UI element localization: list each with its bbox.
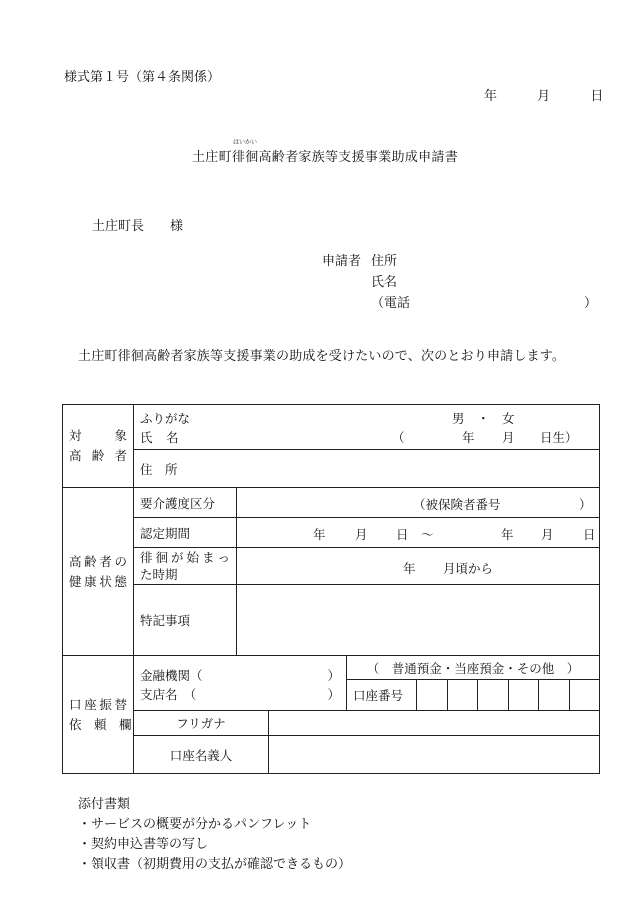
period-start-year: 年 bbox=[313, 526, 326, 542]
account-digit-1[interactable] bbox=[417, 680, 448, 711]
account-digit-6[interactable] bbox=[570, 680, 600, 711]
health-category-line-1: 高齢者の bbox=[69, 553, 127, 569]
holder-name-label: 口座名義人 bbox=[134, 736, 269, 774]
health-category bbox=[63, 488, 134, 656]
attachments-heading: 添付書類 bbox=[78, 797, 131, 812]
target-birth-month: 月 bbox=[502, 430, 515, 445]
target-birth-day: 日生） bbox=[540, 430, 578, 445]
applicant-name-label: 氏名 bbox=[371, 275, 398, 290]
date-year-label: 年 bbox=[484, 89, 498, 104]
period-end-month: 月 bbox=[541, 526, 554, 542]
bank-close: ） bbox=[327, 668, 340, 683]
account-digit-5[interactable] bbox=[539, 680, 570, 711]
addressee: 土庄町長 様 bbox=[92, 219, 184, 234]
wandering-start-label bbox=[134, 548, 237, 585]
page-title: 土庄町徘徊高齢者家族等支援事業助成申請書 bbox=[192, 150, 459, 165]
period-end-day: 日 bbox=[583, 526, 596, 542]
account-digit-3[interactable] bbox=[478, 680, 509, 711]
target-address-label: 住 所 bbox=[140, 461, 178, 477]
title-block bbox=[192, 139, 459, 165]
wandering-label-line-2: た時期 bbox=[140, 567, 178, 582]
health-category-line-2: 健康状態 bbox=[69, 573, 127, 589]
applicant-label: 申請者 bbox=[322, 254, 362, 269]
wandering-year: 年 bbox=[403, 560, 416, 576]
date-line bbox=[484, 85, 603, 104]
applicant-phone-label: （電話 bbox=[371, 296, 411, 311]
account-category-line-1: 口座振替 bbox=[69, 696, 127, 712]
notes-cell[interactable] bbox=[237, 585, 600, 656]
application-table bbox=[62, 404, 600, 774]
target-category-line-2: 高齢者 bbox=[69, 448, 127, 463]
target-birth-year: 年 bbox=[462, 430, 475, 445]
attachment-item: ・サービスの概要が分かるパンフレット bbox=[78, 817, 312, 832]
applicant-phone-line bbox=[371, 293, 597, 314]
wandering-start-cell[interactable] bbox=[237, 548, 600, 585]
period-start-day: 日 bbox=[396, 526, 409, 542]
account-category bbox=[63, 656, 134, 774]
deposit-type-options[interactable]: （ 普通預金・当座預金・その他 ） bbox=[347, 656, 600, 680]
branch-close: ） bbox=[327, 687, 340, 702]
bank-cell[interactable] bbox=[134, 656, 347, 711]
target-furigana-label: ふりがな bbox=[140, 411, 191, 426]
account-digit-4[interactable] bbox=[509, 680, 539, 711]
target-category-line-1: 対 象 bbox=[69, 428, 127, 443]
branch-label: 支店名 （ bbox=[140, 687, 197, 702]
bank-label: 金融機関（ bbox=[140, 668, 203, 683]
applicant-address-label: 住所 bbox=[371, 254, 398, 269]
attachments bbox=[78, 795, 351, 875]
care-level-cell[interactable] bbox=[237, 488, 600, 518]
insured-number-label: （被保険者番号 bbox=[413, 496, 501, 512]
attachment-item: ・契約申込書等の写し bbox=[78, 837, 209, 852]
target-name-label: 氏 名 bbox=[140, 430, 180, 445]
attachment-item: ・領収書（初期費用の支払が確認できるもの） bbox=[78, 857, 352, 872]
title-ruby: はいかい bbox=[233, 139, 258, 146]
holder-name-cell[interactable] bbox=[269, 736, 600, 774]
applicant-block bbox=[322, 251, 597, 314]
wandering-month-from: 月頃から bbox=[443, 560, 494, 576]
notes-label: 特記事項 bbox=[134, 585, 237, 656]
period-end-year: 年 bbox=[501, 526, 514, 542]
holder-furigana-label: フリガナ bbox=[134, 711, 269, 736]
date-day-label: 日 bbox=[590, 89, 604, 104]
target-sex-options[interactable]: 男 ・ 女 bbox=[452, 411, 515, 426]
applicant-phone-close: ） bbox=[584, 296, 598, 311]
period-cell[interactable] bbox=[237, 518, 600, 548]
period-label: 認定期間 bbox=[134, 518, 237, 548]
target-category bbox=[63, 405, 134, 488]
date-month-label: 月 bbox=[537, 89, 551, 104]
insured-number-close: ） bbox=[579, 496, 592, 512]
period-tilde: 〜 bbox=[421, 526, 434, 542]
form-number: 様式第１号（第４条関係） bbox=[64, 70, 221, 85]
intro-text: 土庄町徘徊高齢者家族等支援事業の助成を受けたいので、次のとおり申請します。 bbox=[78, 349, 566, 364]
period-start-month: 月 bbox=[355, 526, 368, 542]
account-number-label: 口座番号 bbox=[347, 680, 417, 711]
target-address-cell[interactable] bbox=[134, 450, 600, 488]
target-birth-open: （ bbox=[392, 430, 405, 445]
wandering-label-line-1: 徘徊が始まっ bbox=[140, 550, 230, 565]
holder-furigana-cell[interactable] bbox=[269, 711, 600, 736]
account-digit-2[interactable] bbox=[448, 680, 478, 711]
target-name-cell[interactable] bbox=[134, 405, 600, 450]
account-category-line-2: 依 頼 欄 bbox=[69, 716, 132, 732]
care-level-label: 要介護度区分 bbox=[134, 488, 237, 518]
